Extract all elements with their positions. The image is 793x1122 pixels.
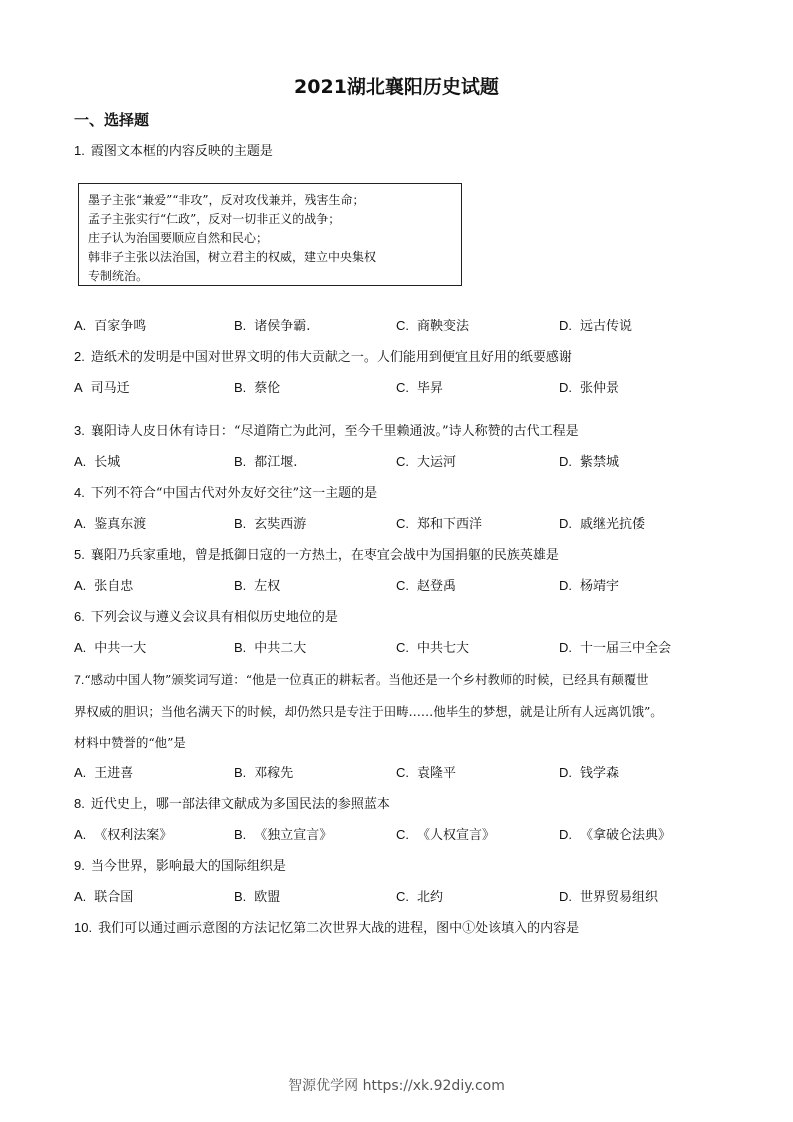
quote-box — [78, 183, 462, 286]
option-d: D. 远古传说 — [559, 318, 633, 334]
options-row — [74, 826, 734, 844]
option-b: B. 中共二大 — [234, 640, 307, 656]
question-number: 4. — [74, 485, 85, 500]
option-b: B. 诸侯争霸. — [234, 318, 311, 334]
option-c: C. 袁隆平 — [396, 765, 457, 781]
option-a: A. 长城 — [74, 454, 121, 470]
option-b: B. 蔡伦 — [234, 380, 281, 396]
question-text: 下列不符合“中国古代对外友好交往”这一主题的是 — [90, 486, 378, 501]
question-text: 襄阳乃兵家重地，曾是抵御日寇的一方热土，在枣宜会战中为国捐躯的民族英雄是 — [90, 548, 559, 563]
question-text: 襄阳诗人皮日休有诗日：“尽道隋亡为此河，至今千里赖通波。”诗人称赞的古代工程是 — [90, 424, 579, 439]
question-number: 8. — [74, 796, 85, 811]
option-c: C. 中共七大 — [396, 640, 470, 656]
question-10 — [74, 919, 579, 938]
footer-watermark: 智源优学网 https://xk.92diy.com — [288, 1078, 505, 1094]
option-c: C. 大运河 — [396, 454, 457, 470]
question-text: “感动中国人物”颁奖词写道：“他是一位真正的耕耘者。当他还是一个乡村教师的时候，已经具有颠覆世 — [84, 672, 649, 687]
option-c: C. 郑和下西洋 — [396, 516, 483, 532]
page-title: 2021湖北襄阳历史试题 — [294, 76, 499, 98]
option-c: C. 毕昇 — [396, 380, 444, 396]
option-b: B. 玄奘西游 — [234, 516, 307, 532]
option-a: A. 王进喜 — [74, 765, 134, 781]
question-6 — [74, 608, 338, 627]
quote-line: 庄子认为治国要顺应自然和民心； — [88, 231, 269, 245]
question-number: 9. — [74, 858, 85, 873]
options-row — [74, 764, 734, 782]
option-d: D. 《拿破仑法典》 — [559, 827, 672, 843]
option-a: A. 《权利法案》 — [74, 827, 173, 843]
question-line: 材料中赞誉的“他”是 — [74, 735, 186, 750]
options-row — [74, 317, 734, 335]
option-b: B. 《独立宣言》 — [234, 827, 333, 843]
question-line: 界权威的胆识；当他名满天下的时候，却仍然只是专注于田畴……他毕生的梦想，就是让所有人远离饥饿”。 — [74, 704, 663, 719]
question-number: 3. — [74, 423, 85, 438]
question-4 — [74, 484, 377, 503]
option-b: B. 左权 — [234, 578, 281, 594]
question-1 — [74, 142, 273, 161]
question-3 — [74, 422, 579, 441]
quote-line: 孟子主张实行“仁政”，反对一切非正义的战争； — [88, 212, 341, 226]
options-row — [74, 379, 734, 397]
quote-line: 墨子主张“兼爱”“非攻”，反对攻伐兼并，残害生命； — [88, 193, 365, 207]
option-d: D. 戚继光抗倭 — [559, 516, 646, 532]
option-a: A. 联合国 — [74, 889, 134, 905]
question-9 — [74, 857, 286, 876]
option-a: A. 中共一大 — [74, 640, 147, 656]
question-number: 5. — [74, 547, 85, 562]
quote-line: 韩非子主张以法治国，树立君主的权威，建立中央集权 — [88, 250, 377, 264]
question-text: 霞图文本框的内容反映的主题是 — [90, 144, 273, 159]
options-row — [74, 888, 734, 906]
option-c: C. 北约 — [396, 889, 444, 905]
question-text: 造纸术的发明是中国对世界文明的伟大贡献之一。人们能用到便宜且好用的纸要感谢 — [90, 350, 572, 365]
option-d: D. 世界贸易组织 — [559, 889, 659, 905]
question-8 — [74, 795, 390, 814]
section-heading: 一、选择题 — [74, 111, 150, 129]
option-c: C. 赵登禹 — [396, 578, 457, 594]
option-d: D. 十一届三中全会 — [559, 640, 672, 656]
question-text: 下列会议与遵义会议具有相似历史地位的是 — [90, 610, 338, 625]
option-a: A 司马迁 — [74, 380, 130, 396]
option-d: D. 钱学森 — [559, 765, 620, 781]
question-number: 7. — [74, 673, 85, 687]
question-number: 6. — [74, 609, 85, 624]
question-2 — [74, 348, 572, 367]
option-b: B. 欧盟 — [234, 889, 281, 905]
option-c: C. 商鞅变法 — [396, 318, 470, 334]
option-a: A. 张自忠 — [74, 578, 134, 594]
quote-line: 专制统治。 — [88, 269, 149, 283]
options-row — [74, 453, 734, 471]
question-number: 1. — [74, 143, 85, 158]
option-b: B. 邓稼先 — [234, 765, 294, 781]
option-a: A. 鉴真东渡 — [74, 516, 147, 532]
options-row — [74, 577, 734, 595]
option-a: A. 百家争鸣 — [74, 318, 147, 334]
question-number: 10. — [74, 920, 93, 935]
question-7 — [74, 664, 734, 758]
question-line — [74, 664, 734, 696]
question-text: 我们可以通过画示意图的方法记忆第二次世界大战的进程，图中①处该填入的内容是 — [98, 921, 580, 936]
question-5 — [74, 546, 559, 565]
option-d: D. 杨靖宇 — [559, 578, 620, 594]
options-row — [74, 515, 734, 533]
question-text: 近代史上，哪一部法律文献成为多国民法的参照蓝本 — [90, 797, 390, 812]
options-row — [74, 639, 734, 657]
question-number: 2. — [74, 349, 85, 364]
question-text: 当今世界，影响最大的国际组织是 — [90, 859, 286, 874]
option-c: C. 《人权宣言》 — [396, 827, 496, 843]
option-b: B. 都江堰. — [234, 454, 298, 470]
option-d: D. 紫禁城 — [559, 454, 620, 470]
option-d: D. 张仲景 — [559, 380, 620, 396]
